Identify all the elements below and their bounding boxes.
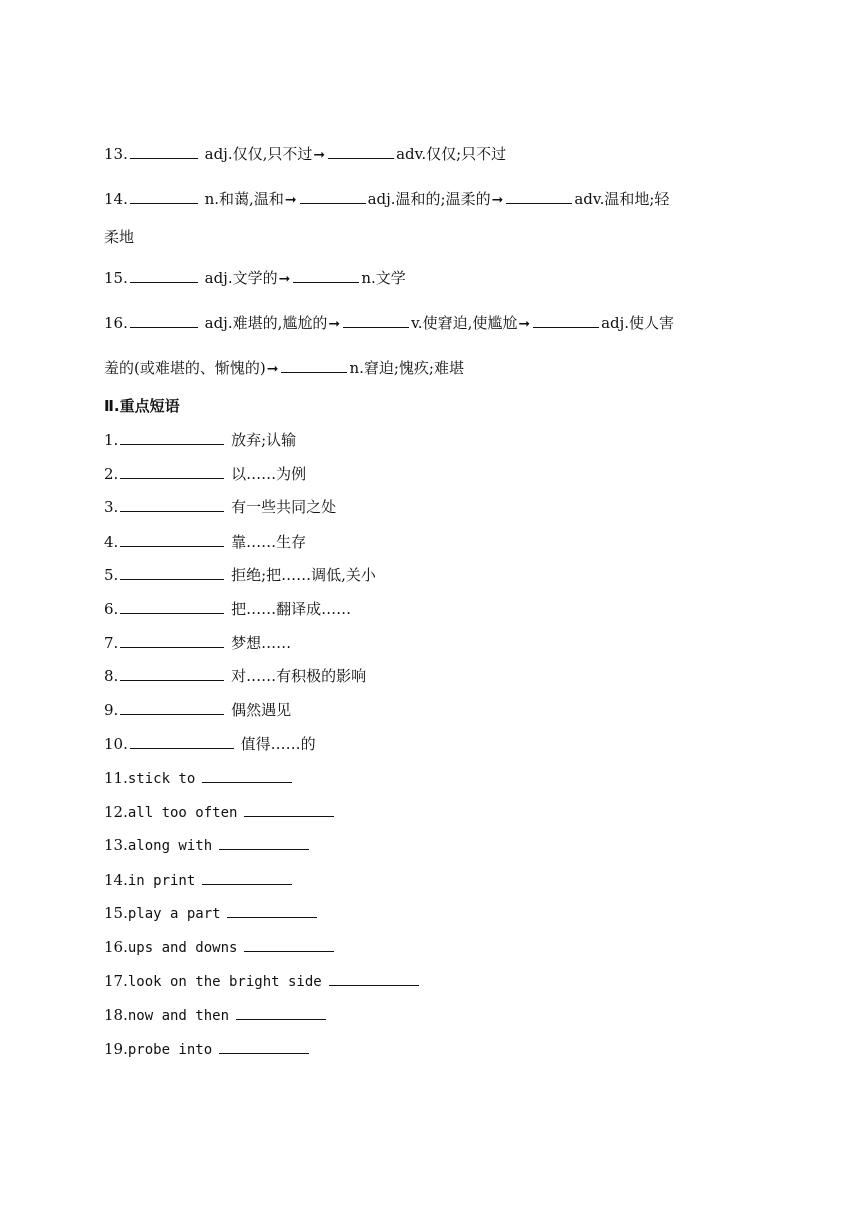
phrase-item	[104, 700, 760, 720]
item-number: 13.	[104, 145, 128, 163]
item-number: 3.	[104, 498, 119, 516]
definition: v.使窘迫,使尴尬	[411, 314, 518, 332]
vocab-item-13	[104, 144, 760, 165]
item-number: 10.	[104, 735, 128, 753]
item-number: 5.	[104, 566, 119, 584]
arrow-right-icon: ➞	[328, 316, 341, 332]
definition: adv.温和地;轻	[574, 190, 670, 208]
phrase-meaning: 把……翻译成……	[231, 600, 352, 618]
english-phrase: in print	[127, 873, 196, 889]
vocab-item-14-continued	[104, 227, 760, 247]
phrase-meaning: 拒绝;把……调低,关小	[231, 566, 376, 584]
answer-blank[interactable]	[219, 835, 309, 850]
answer-blank[interactable]	[120, 666, 224, 681]
answer-blank[interactable]	[120, 430, 224, 445]
item-number: 1.	[104, 431, 119, 449]
phrase-item	[104, 971, 760, 992]
vocab-item-14	[104, 189, 760, 210]
english-phrase: stick to	[127, 771, 196, 787]
answer-blank[interactable]	[533, 313, 599, 328]
english-phrase: play a part	[127, 906, 221, 922]
section-title: Ⅱ.重点短语	[104, 397, 180, 415]
phrase-item	[104, 870, 760, 891]
phrase-meaning: 梦想……	[231, 634, 292, 652]
answer-blank[interactable]	[120, 633, 224, 648]
item-number: 14.	[104, 871, 128, 889]
answer-blank[interactable]	[130, 734, 234, 749]
phrase-item	[104, 802, 760, 823]
definition: n.文学	[361, 269, 406, 287]
phrase-item	[104, 835, 760, 856]
arrow-right-icon: ➞	[313, 147, 326, 163]
vocab-item-15	[104, 268, 760, 289]
phrase-item	[104, 464, 760, 484]
definition: adj.使人害	[601, 314, 675, 332]
answer-blank[interactable]	[329, 971, 419, 986]
english-phrase: probe into	[127, 1042, 213, 1058]
answer-blank[interactable]	[120, 464, 224, 479]
answer-blank[interactable]	[130, 313, 198, 328]
phrase-item	[104, 1005, 760, 1026]
answer-blank[interactable]	[120, 599, 224, 614]
answer-blank[interactable]	[244, 802, 334, 817]
answer-blank[interactable]	[202, 870, 292, 885]
answer-blank[interactable]	[120, 700, 224, 715]
english-phrase: all too often	[127, 805, 238, 821]
item-number: 14.	[104, 190, 128, 208]
english-phrase: along with	[127, 838, 213, 854]
item-number: 18.	[104, 1006, 128, 1024]
item-number: 19.	[104, 1040, 128, 1058]
phrase-item	[104, 565, 760, 585]
arrow-right-icon: ➞	[518, 316, 531, 332]
item-number: 15.	[104, 904, 128, 922]
answer-blank[interactable]	[244, 937, 334, 952]
phrase-item	[104, 937, 760, 958]
answer-blank[interactable]	[202, 768, 292, 783]
arrow-right-icon: ➞	[266, 361, 279, 377]
phrase-item	[104, 633, 760, 653]
answer-blank[interactable]	[130, 189, 198, 204]
arrow-right-icon: ➞	[491, 192, 504, 208]
english-phrase: ups and downs	[127, 940, 238, 956]
phrase-meaning: 靠……生存	[231, 533, 307, 551]
answer-blank[interactable]	[300, 189, 366, 204]
phrase-item	[104, 599, 760, 619]
definition: adj.仅仅,只不过	[199, 145, 313, 163]
item-number: 9.	[104, 701, 119, 719]
phrase-meaning: 以……为例	[231, 465, 307, 483]
answer-blank[interactable]	[227, 903, 317, 918]
answer-blank[interactable]	[506, 189, 572, 204]
answer-blank[interactable]	[120, 565, 224, 580]
definition: adj.文学的	[199, 269, 278, 287]
definition: n.和蔼,温和	[199, 190, 284, 208]
item-number: 2.	[104, 465, 119, 483]
definition: adj.难堪的,尴尬的	[199, 314, 328, 332]
item-number: 17.	[104, 972, 128, 990]
item-number: 12.	[104, 803, 128, 821]
english-phrase: look on the bright side	[127, 974, 322, 990]
phrase-meaning: 放弃;认输	[231, 431, 297, 449]
answer-blank[interactable]	[236, 1005, 326, 1020]
phrase-item	[104, 666, 760, 686]
phrase-meaning: 值得……的	[240, 735, 316, 753]
answer-blank[interactable]	[120, 532, 224, 547]
phrase-item	[104, 430, 760, 450]
vocab-item-16	[104, 313, 760, 334]
answer-blank[interactable]	[343, 313, 409, 328]
definition: n.窘迫;愧疚;难堪	[349, 359, 464, 377]
item-number: 4.	[104, 533, 119, 551]
definition: 柔地	[104, 228, 135, 246]
answer-blank[interactable]	[120, 497, 224, 512]
arrow-right-icon: ➞	[278, 271, 291, 287]
item-number: 16.	[104, 938, 128, 956]
answer-blank[interactable]	[130, 268, 198, 283]
arrow-right-icon: ➞	[284, 192, 297, 208]
item-number: 13.	[104, 836, 128, 854]
definition: adj.温和的;温柔的	[367, 190, 491, 208]
item-number: 7.	[104, 634, 119, 652]
vocab-item-16-continued	[104, 358, 760, 379]
item-number: 16.	[104, 314, 128, 332]
phrase-item	[104, 532, 760, 552]
phrase-item	[104, 903, 760, 924]
phrase-item	[104, 734, 760, 754]
definition: adv.仅仅;只不过	[396, 145, 507, 163]
answer-blank[interactable]	[293, 268, 359, 283]
answer-blank[interactable]	[219, 1039, 309, 1054]
definition: 羞的(或难堪的、惭愧的)	[104, 359, 266, 377]
answer-blank[interactable]	[328, 144, 394, 159]
answer-blank[interactable]	[281, 358, 347, 373]
item-number: 11.	[104, 769, 128, 787]
phrase-meaning: 有一些共同之处	[231, 498, 337, 516]
phrase-item	[104, 497, 760, 517]
item-number: 6.	[104, 600, 119, 618]
answer-blank[interactable]	[130, 144, 198, 159]
phrase-item	[104, 1039, 760, 1060]
phrase-meaning: 偶然遇见	[231, 701, 292, 719]
item-number: 15.	[104, 269, 128, 287]
phrase-meaning: 对……有积极的影响	[231, 667, 367, 685]
english-phrase: now and then	[127, 1008, 230, 1024]
item-number: 8.	[104, 667, 119, 685]
phrase-item	[104, 768, 760, 789]
